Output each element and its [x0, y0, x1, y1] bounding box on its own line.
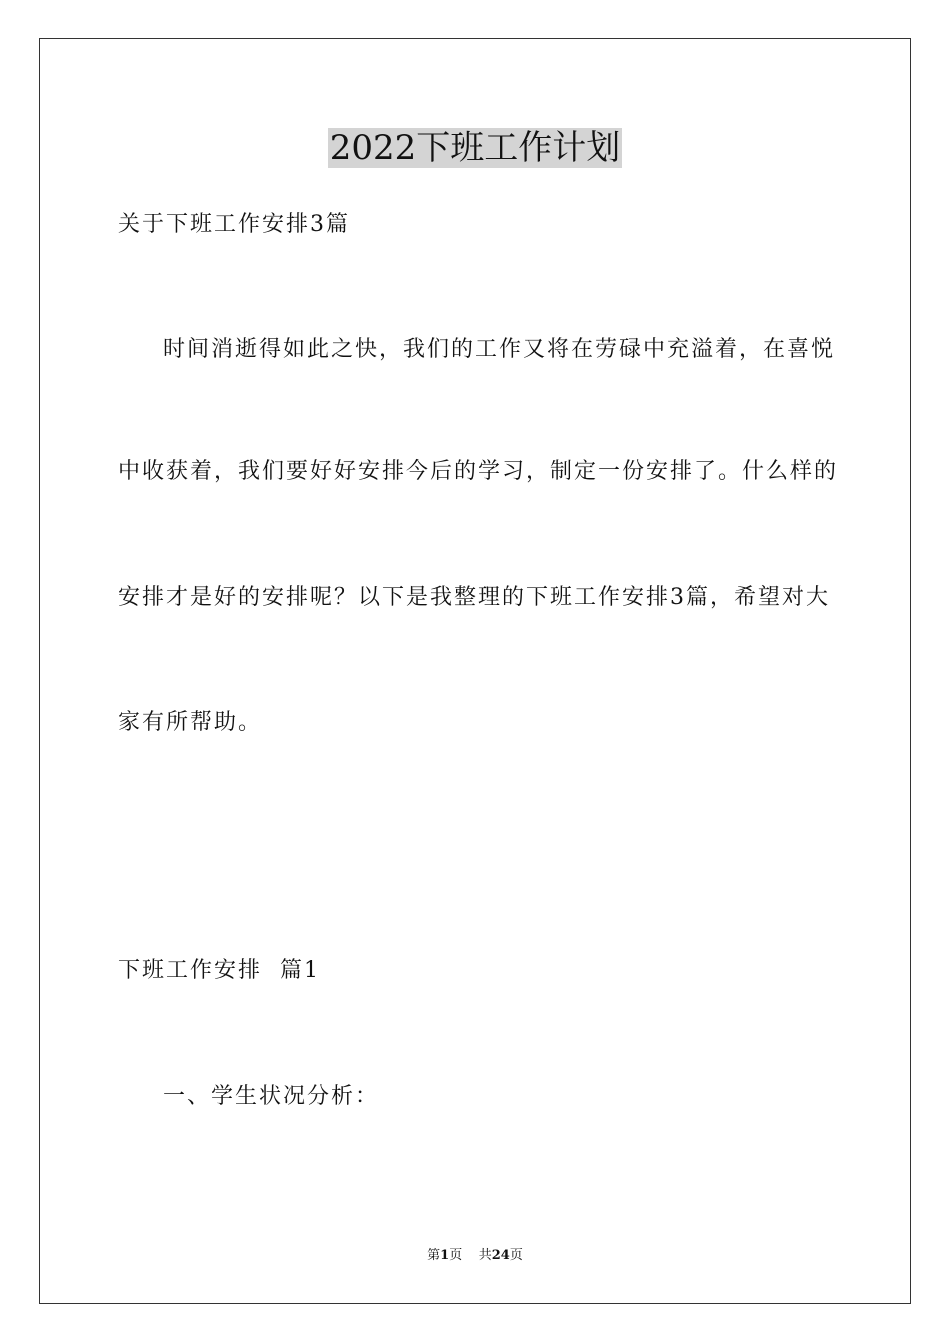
intro-line-4: 家有所帮助。: [118, 710, 263, 735]
document-title-text: 2022下班工作计划: [329, 128, 621, 168]
section-heading: 下班工作安排 篇1: [118, 958, 320, 983]
intro-line-3: 安排才是好的安排呢？以下是我整理的下班工作安排3篇，希望对大: [118, 585, 830, 610]
intro-line-1: 时间消逝得如此之快，我们的工作又将在劳碌中充溢着，在喜悦: [163, 337, 836, 362]
document-subtitle: 关于下班工作安排3篇: [118, 212, 350, 237]
footer-suffix: 页: [509, 1248, 523, 1263]
intro-line-2: 中收获着，我们要好好安排今后的学习，制定一份安排了。什么样的: [118, 459, 839, 484]
document-title: [0, 128, 950, 168]
footer-page-total: 24: [491, 1248, 510, 1263]
list-item-1: 一、学生状况分析：: [163, 1084, 380, 1109]
footer-prefix: 第: [427, 1248, 441, 1263]
footer-mid: 页 共: [449, 1248, 492, 1263]
footer-page-number: 1: [440, 1248, 450, 1263]
page-footer: [0, 1247, 950, 1265]
